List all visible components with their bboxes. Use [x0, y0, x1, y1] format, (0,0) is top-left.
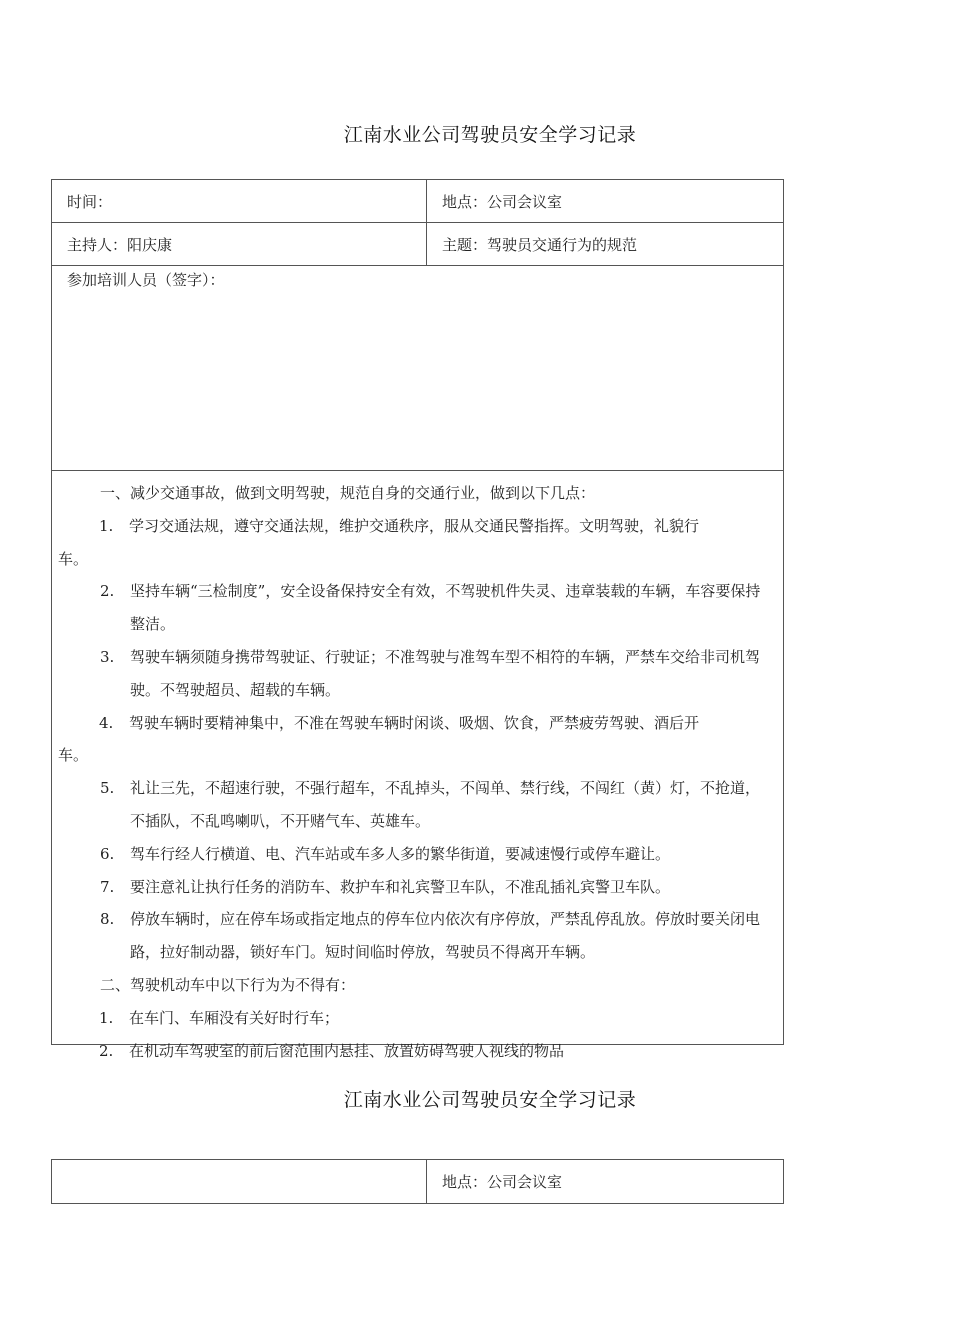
- topic-field: 主题：驾驶员交通行为的规范: [442, 235, 638, 254]
- location-field: 地点：公司会议室: [442, 1173, 563, 1191]
- list-item-continuation: 车。: [58, 746, 89, 765]
- section-heading-2: 二、驾驶机动车中以下行为为不得有：: [100, 975, 356, 994]
- list-item: 2. 坚持车辆“三检制度”，安全设备保持安全有效，不驾驶机件失灵、违章装载的车辆，车容要保持整洁。: [100, 582, 761, 634]
- page-title: 江南水业公司驾驶员安全学习记录: [343, 124, 637, 146]
- record-form-2: [51, 1159, 784, 1204]
- form-row-time-location: [52, 1160, 783, 1203]
- list-item: 8. 停放车辆时，应在停车场或指定地点的停车位内依次有序停放，严禁乱停乱放。停放时要关闭电路，拉好制动器，锁好车门。短时间临时停放，驾驶员不得离开车辆。: [100, 910, 761, 962]
- host-field: 主持人：阳庆康: [52, 223, 427, 265]
- form-row-attendees: [52, 266, 783, 471]
- form-row-time-location: [52, 180, 783, 223]
- record-form: [51, 179, 784, 1060]
- list-item: 1. 学习交通法规，遵守交通法规，维护交通秩序，服从交通民警指挥。文明驾驶，礼貌行: [99, 516, 700, 535]
- time-field: [52, 1160, 427, 1203]
- section-heading-1: 一、减少交通事故，做到文明驾驶，规范自身的交通行业，做到以下几点：: [100, 484, 596, 502]
- content-body: [52, 471, 783, 1060]
- list-item: 3. 驾驶车辆须随身携带驾驶证、行驶证；不准驾驶与准驾车型不相符的车辆，严禁车交给非司机驾驶。不驾驶超员、超载的车辆。: [100, 647, 761, 699]
- list-item: 1. 在车门、车厢没有关好时行车；: [99, 1008, 340, 1027]
- list-item: 5. 礼让三先，不超速行驶，不强行超车，不乱掉头，不闯单、禁行线，不闯红（黄）灯，不抢道，不插队，不乱鸣喇叭，不开赌气车、英雄车。: [100, 779, 761, 830]
- list-item: 6. 驾车行经人行横道、电、汽车站或车多人多的繁华街道，要减速慢行或停车避让。: [100, 844, 671, 863]
- form-row-host-topic: [52, 223, 783, 266]
- list-item: 2. 在机动车驾驶室的前后窗范围内悬挂、放置妨碍驾驶人视线的物品: [99, 1041, 565, 1060]
- page-title-2: 江南水业公司驾驶员安全学习记录: [343, 1089, 637, 1111]
- list-item: 7. 要注意礼让执行任务的消防车、救护车和礼宾警卫车队，不准乱插礼宾警卫车队。: [100, 877, 671, 896]
- list-item-continuation: 车。: [58, 549, 89, 568]
- attendees-field: 参加培训人员（签字）：: [67, 271, 225, 289]
- list-item: 4. 驾驶车辆时要精神集中，不准在驾驶车辆时闲谈、吸烟、饮食，严禁疲劳驾驶、酒后开: [99, 713, 700, 732]
- location-field: 地点：公司会议室: [442, 192, 563, 211]
- time-field: 时间：: [52, 180, 427, 222]
